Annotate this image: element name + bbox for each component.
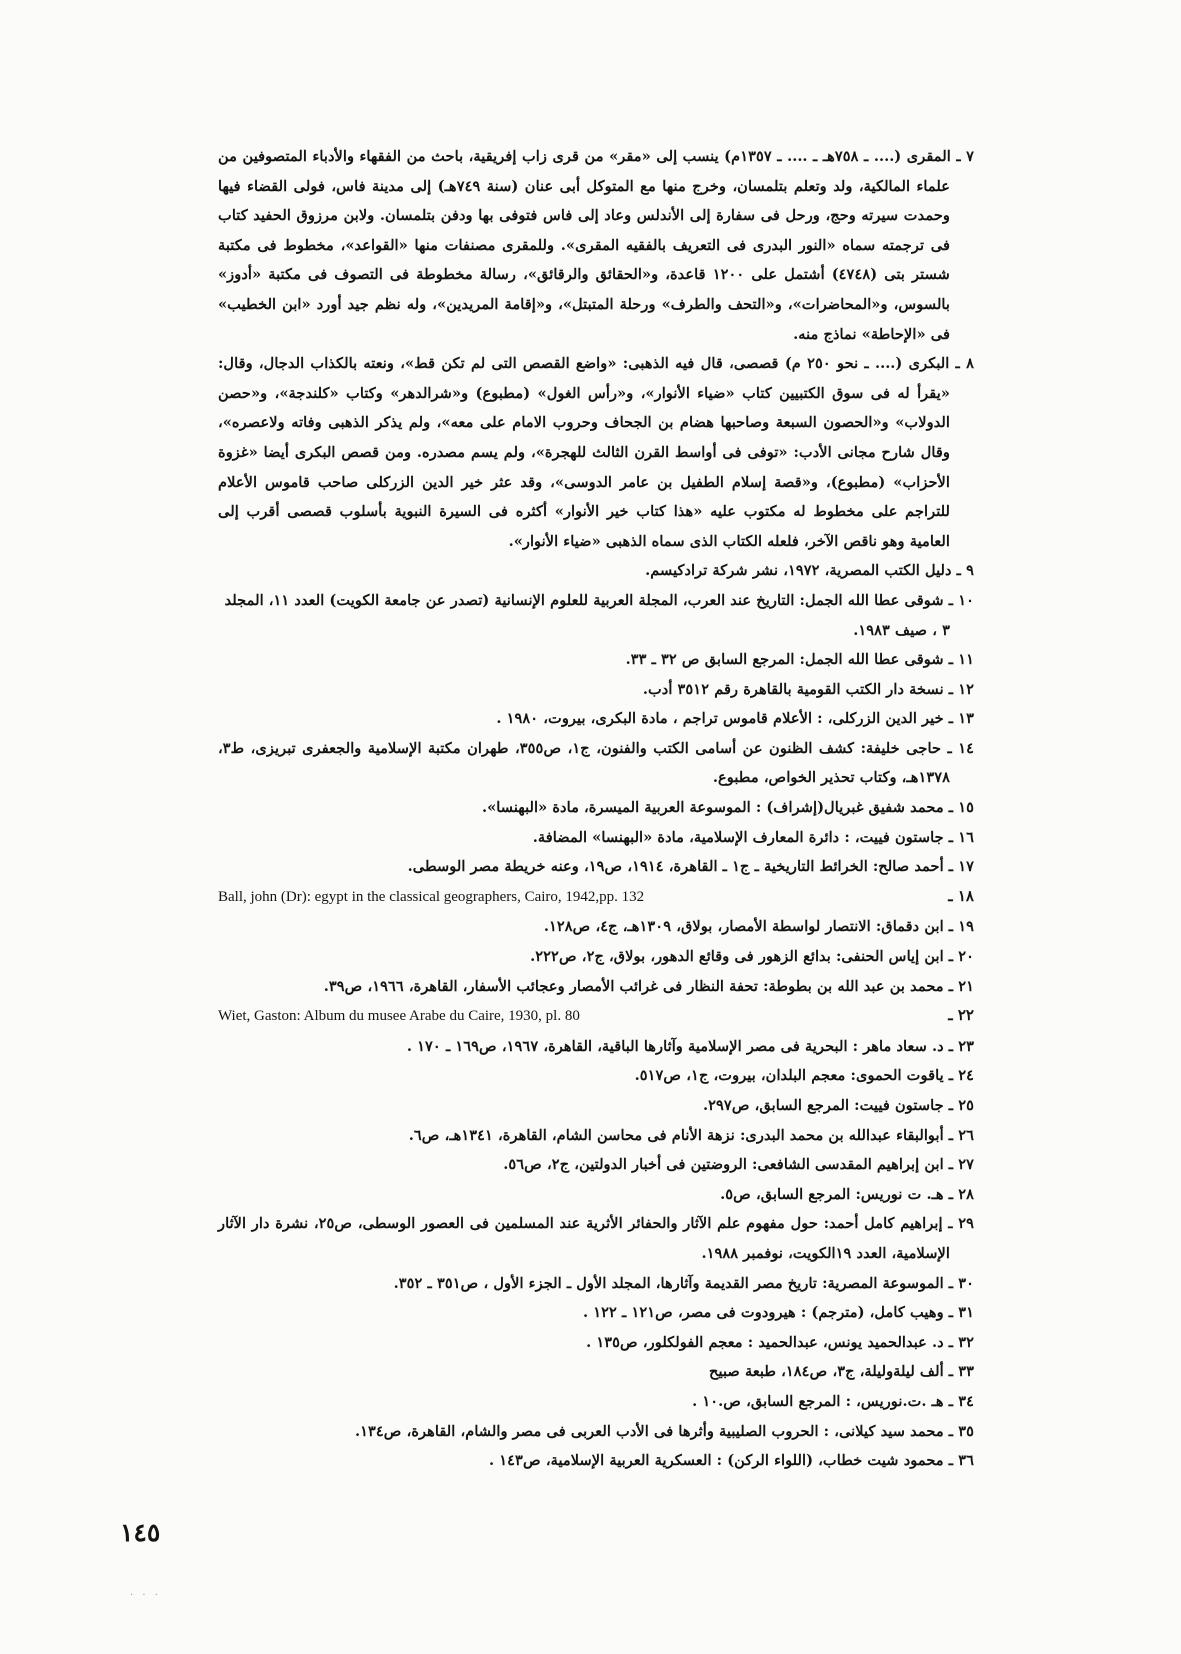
endnote-7: ٧ ـ المقرى (.... ـ ٧٥٨هـ ـ .... ـ ١٣٥٧م) ينسب إلى «مقر» من قرى زاب إفريقية، باحث من الفقهاء والأدباء المتصوفين من علماء المالكية، ولد وتعلم بتلمسان، وخرج منها مع المتوكل أبى عنان (سنة ٧٤٩هـ) إلى مدينة فاس، فولى القضاء فيها وحمدت سيرته وحج، ورحل فى سفارة إلى الأندلس وعاد إلى فاس فتوفى بها ودفن بتلمسان. ولابن مرزوق الحفيد كتاب فى ترجمته سماه «النور البدرى فى التعريف بالفقيه المقرى». وللمقرى مصنفات منها «القواعد»، مخطوط فى مكتبة شستر بتى (٤٧٤٨) أشتمل على ١٢٠٠ قاعدة، و«الحقائق والرقائق»، رسالة مخطوطة فى التصوف فى مكتبة «أدوز» بالسوس، و«المحاضرات»، و«التحف والطرف» ورحلة المتبتل»، و«إقامة المريدين»، وله نظم جيد أورد «ابن الخطيب» فى «الإحاطة» نماذج منه. [218,148,975,343]
endnote-34: ٣٤ ـ هـ .ت.نوريس، : المرجع السابق، ص.١٠ . [692,1392,974,1410]
endnotes-list [218,142,974,1476]
endnote-18 [218,882,974,913]
endnote-11: ١١ ـ شوقى عطا الله الجمل: المرجع السابق ص ٣٢ ـ ٣٣. [625,651,974,669]
endnote-20: ٢٠ ـ ابن إياس الحنفى: بدائع الزهور فى وقائع الدهور، بولاق، ج٢، ص٢٢٢. [530,948,974,966]
endnote-16: ١٦ ـ جاستون فييت، : دائرة المعارف الإسلامية، مادة «البهنسا» المضافة. [532,828,974,846]
endnote-text: Wiet, Gaston: Album du musee Arabe du Caire, 1930, pl. 80 [218,1008,580,1025]
endnote-15: ١٥ ـ محمد شفيق غبريال(إشراف) : الموسوعة العربية الميسرة، مادة «البهنسا». [482,799,974,817]
endnote-32: ٣٢ ـ د. عبدالحميد يونس، عبدالحميد : معجم الفولكلور، ص١٣٥ . [586,1333,974,1351]
endnote-29: ٢٩ ـ إبراهيم كامل أحمد: حول مفهوم علم الآثار والحفائر الأثرية عند المسلمين فى العصور الوسطى، ص٢٥، نشرة دار الآثار الإسلامية، العدد ١٩الكويت، نوفمبر ١٩٨٨. [218,1215,974,1262]
scan-speck: · · · [130,1590,161,1601]
endnote-35: ٣٥ ـ محمد سيد كيلانى، : الحروب الصليبية وأثرها فى الأدب العربى فى مصر والشام، القاهرة، ص١٣٤. [354,1422,974,1440]
endnote-12: ١٢ ـ نسخة دار الكتب القومية بالقاهرة رقم ٣٥١٢ أدب. [642,680,974,698]
endnote-31: ٣١ ـ وهيب كامل، (مترجم) : هيرودوت فى مصر، ص١٢١ ـ ١٢٢ . [583,1304,974,1322]
endnote-24: ٢٤ ـ ياقوت الحموى: معجم البلدان، بيروت، ج١، ص٥١٧. [634,1067,974,1085]
endnote-26: ٢٦ ـ أبوالبقاء عبدالله بن محمد البدرى: نزهة الأنام فى محاسن الشام، القاهرة، ١٣٤١هـ، ص٦. [408,1126,974,1144]
endnote-23: ٢٣ ـ د. سعاد ماهر : البحرية فى مصر الإسلامية وآثارها الباقية، القاهرة، ١٩٦٧، ص١٦٩ ـ ١٧٠ . [406,1037,974,1055]
endnote-13: ١٣ ـ خير الدين الزركلى، : الأعلام قاموس تراجم ، مادة البكرى، بيروت، ١٩٨٠ . [496,710,974,728]
endnote-22 [218,1001,974,1032]
endnote-25: ٢٥ ـ جاستون فييت: المرجع السابق، ص٢٩٧. [703,1097,974,1114]
endnote-36: ٣٦ ـ محمود شيت خطاب، (اللواء الركن) : العسكرية العربية الإسلامية، ص١٤٣ . [489,1452,974,1470]
endnote-8: ٨ ـ البكرى (.... ـ نحو ٢٥٠ م) قصصى، قال فيه الذهبى: «واضع القصص التى لم تكن قط»، ونعته بالكذاب الدجال، وقال: «يقرأ له فى سوق الكتبيين كتاب «ضياء الأنوار»، و«رأس الغول» (مطبوع) و«شرالدهر» وكتاب «كلندجة»، و«حصن الدولاب» و«الحصون السبعة وصاحبها هضام بن الجحاف وحروب الامام على معه»، ولم يذكر الذهبى وفاته ولاعصره»، وقال شارح مجانى الأدب: «توفى فى أواسط القرن الثالث للهجرة»، ولم يسم مصدره. ومن قصص البكرى أيضا «غزوة الأحزاب» (مطبوع)، و«قصة إسلام الطفيل بن عامر الدوسى»، وقد عثر خير الدين الزركلى صاحب قاموس الأعلام للتراجم على مخطوط له مكتوب عليه «هذا كتاب خير الأنوار» أكثره فى السيرة النبوية بأسلوب قصصى أقرب إلى العامية وهو ناقص الآخر، فلعله الكتاب الذى سماه الذهبى «ضياء الأنوار». [218,355,974,550]
endnote-21: ٢١ ـ محمد بن عبد الله بن بطوطة: تحفة النظار فى غرائب الأمصار وعجائب الأسفار، القاهرة، ١٩٦٦، ص٣٩. [323,977,974,995]
endnote-28: ٢٨ ـ هـ. ت نوريس: المرجع السابق، ص٥. [720,1185,974,1203]
endnote-14: ١٤ ـ حاجى خليفة: كشف الظنون عن أسامى الكتب والفنون، ج١، ص٣٥٥، طهران مكتبة الإسلامية والجعفرى تبريزى، ط٣، ١٣٧٨هـ، وكتاب تحذير الخواص، مطبوع. [218,739,974,787]
endnote-9: ٩ ـ دليل الكتب المصرية، ١٩٧٢، نشر شركة ترادكيسم. [645,562,974,580]
endnote-33: ٣٣ ـ ألف ليلةوليلة، ج٣، ص١٨٤، طبعة صبيح [709,1363,974,1381]
endnote-17: ١٧ ـ أحمد صالح: الخرائط التاريخية ـ ج١ ـ القاهرة، ١٩١٤، ص١٩، وعنه خريطة مصر الوسطى. [407,858,974,876]
endnote-30: ٣٠ ـ الموسوعة المصرية: تاريخ مصر القديمة وآثارها، المجلد الأول ـ الجزء الأول ، ص٣٥١ ـ ٣٥٢. [393,1274,974,1292]
endnote-10: ١٠ ـ شوقى عطا الله الجمل: التاريخ عند العرب، المجلة العربية للعلوم الإنسانية (تصدر عن جامعة الكويت) العدد ١١، المجلد ٣ ، صيف ١٩٨٣. [224,591,974,639]
endnote-number: ٢٢ ـ [948,1006,974,1025]
endnote-number: ١٨ ـ [948,886,974,905]
endnote-27: ٢٧ ـ ابن إبراهيم المقدسى الشافعى: الروضتين فى أخبار الدولتين، ج٢، ص٥٦. [503,1156,974,1174]
page-number: ١٤٥ [120,1518,161,1547]
endnote-text: Ball, john (Dr): egypt in the classical geographers, Cairo, 1942,pp. 132 [218,888,645,905]
endnote-19: ١٩ ـ ابن دقماق: الانتصار لواسطة الأمصار، بولاق، ١٣٠٩هـ، ج٤، ص١٢٨. [543,918,974,936]
